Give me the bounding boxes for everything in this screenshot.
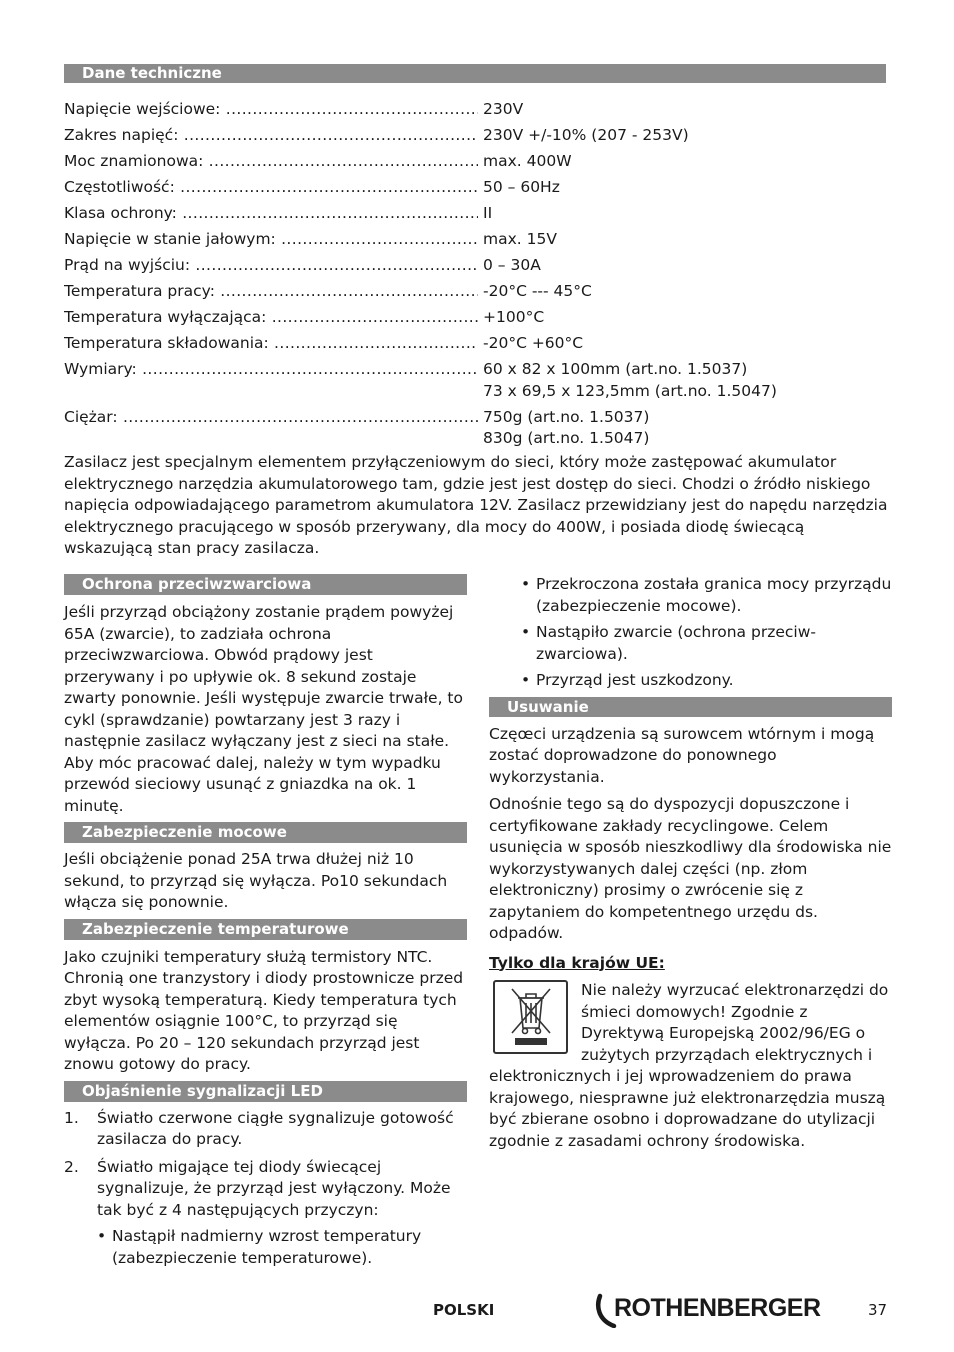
spec-label: Klasa ochrony: ..... [64, 203, 478, 225]
section-title-disposal: Usuwanie [489, 697, 892, 717]
led-item-2: 2. Światło migające tej diody świecącej sygnalizuje, że przyrząd jest wyłączony. Może tak być z 4 następujących przyczyn: [64, 1157, 451, 1219]
disposal-paragraph-1: Częœci urządzenia są surowcem wtórnym i mogą zostać doprowadzone do ponownego wykorzystania. [489, 724, 875, 786]
spec-value: 0 – 30A [483, 256, 541, 274]
eu-heading: Tylko dla krajów UE: [489, 953, 665, 972]
short-circuit-text: Jeśli przyrząd obciążony zostanie prądem powyżej 65A (zwarcie), to zadziała ochrona przeciwzwarciowa. Obwód prądowy jest przerywany i po upływie ok. 8 sekund zostaje zwarty ponownie. Jeśli występuje zwarcie trwałe, to cykl (sprawdzanie) powtarzany jest 3 razy i następnie zasilacz wyłączany jest z sieci na stałe. Aby móc pracować dalej, należy w tym wypadku przewód sieciowy usunąć z gniazdka na ok. 1 minutę. [64, 603, 463, 815]
spec-label: Zakres napięć: ..... [64, 125, 478, 147]
section-title-led: Objaśnienie sygnalizacji LED [64, 1081, 467, 1102]
spec-label: Wymiary: ..... [64, 359, 478, 381]
footer-language: POLSKI [433, 1301, 495, 1319]
spec-label: Prąd na wyjściu: ..... [64, 255, 478, 277]
crossed-out-wheelie-bin-icon [493, 980, 568, 1054]
spec-label: Temperatura wyłączająca: ..... [64, 307, 478, 329]
spec-value: II [483, 204, 493, 222]
disposal-paragraph-2: Odnośnie tego są do dyspozycji dopuszczone i certyfikowane zakłady recyclingowe. Celem usunięcia w sposób nieszkodliwy dla środowiska nie wykorzystywanych dalej części (np. złom elektroniczny) prosimy o zwrócenie się z zapytaniem do kompetentnego urzędu ds. odpadów. [489, 795, 892, 942]
spec-value: -20°C +60°C [483, 334, 584, 352]
spec-value: 50 – 60Hz [483, 178, 560, 196]
spec-value-secondary: 73 x 69,5 x 123,5mm (art.no. 1.5047) [483, 381, 777, 400]
spec-value: 60 x 82 x 100mm (art.no. 1.5037) [483, 360, 748, 378]
led-list [64, 1108, 467, 1222]
spec-label: Ciężar: ..... [64, 407, 478, 429]
spec-value: max. 400W [483, 152, 572, 170]
brand-logo [596, 1294, 821, 1322]
section-title-technical-data: Dane techniczne [64, 64, 886, 83]
spec-label: Napięcie w stanie jałowym: ..... [64, 229, 478, 251]
led-cause-item: • Nastąpiło zwarcie (ochrona przeciw-zwarciowa). [521, 622, 892, 665]
right-column [489, 574, 892, 1152]
spec-label: Moc znamionowa: ..... [64, 151, 478, 173]
brand-name: ROTHENBERGER [614, 1294, 821, 1322]
led-cause-list-continued [521, 574, 892, 692]
spec-label: Napięcie wejściowe: ..... [64, 99, 478, 121]
spec-label: Częstotliwość: ..... [64, 177, 478, 199]
page-number: 37 [868, 1301, 888, 1319]
temperature-protection-text: Jako czujniki temperatury służą termistory NTC. Chronią one tranzystory i diody prostownicze przed zbyt wysoką temperaturą. Kiedy temperatura tych elementów osiągnie 100°C, to przyrząd się wyłącza. Po 20 – 120 sekundach przyrząd jest znowu gotowy do pracy. [64, 947, 464, 1073]
led-cause-item: • Przyrząd jest uszkodzony. [521, 670, 892, 692]
rothenberger-swoosh-icon [594, 1292, 618, 1328]
spec-label: Temperatura składowania: ..... [64, 333, 478, 355]
section-title-temperature-protection: Zabezpieczenie temperaturowe [64, 919, 467, 940]
spec-value: max. 15V [483, 230, 557, 248]
spec-value: -20°C --- 45°C [483, 282, 592, 300]
spec-value: 230V +/-10% (207 - 253V) [483, 126, 689, 144]
spec-value: +100°C [483, 308, 545, 326]
spec-value: 230V [483, 100, 524, 118]
power-protection-text: Jeśli obciążenie ponad 25A trwa dłużej niż 10 sekund, to przyrząd się wyłącza. Po10 sekundach włącza się ponownie. [64, 850, 448, 911]
spec-value: 750g (art.no. 1.5037) [483, 407, 650, 426]
spec-value-secondary: 830g (art.no. 1.5047) [483, 429, 650, 447]
section-title-power-protection: Zabezpieczenie mocowe [64, 822, 467, 843]
eu-text: Nie należy wyrzucać elektronarzędzi do śmieci domowych! Zgodnie z Dyrektywą Europejską 2002/96/EG o zużytych przyrządach elektrycznych i elektronicznych i jej wprowadzeniem do prawa krajowego, niesprawne już elektronarzędzia muszą być zbierane osobno i doprowadzane do utylizacji zgodnie z zasadami ochrony środowiska. [489, 981, 889, 1150]
led-cause-item: • Przekroczona została granica mocy przyrządu (zabezpieczenie mocowe). [521, 574, 892, 617]
left-column [64, 574, 467, 1274]
spec-label: Temperatura pracy: ..... [64, 281, 478, 303]
section-title-short-circuit: Ochrona przeciwzwarciowa [64, 574, 467, 595]
led-cause-item: • Nastąpił nadmierny wzrost temperatury (zabezpieczenie temperaturowe). [97, 1226, 467, 1269]
led-item-1: 1. Światło czerwone ciągłe sygnalizuje gotowość zasilacza do pracy. [64, 1108, 454, 1148]
intro-paragraph: Zasilacz jest specjalnym elementem przyłączeniowym do sieci, który może zastępować akumulator elektrycznego narzędzia akumulatorowego tam, gdzie jest jest dostęp do sieci. Chodzi o źródło niskiego napięcia odpowiadającego parametrom akumulatora 12V. Zasilacz przewidziany jest do napędu narzędzia elektrycznego pracującego w sposób przerywany, dla mocy do 400W, i posiada diodę świecącą wskazującą stan pracy zasilacza. [64, 453, 888, 557]
led-cause-list [97, 1226, 467, 1269]
